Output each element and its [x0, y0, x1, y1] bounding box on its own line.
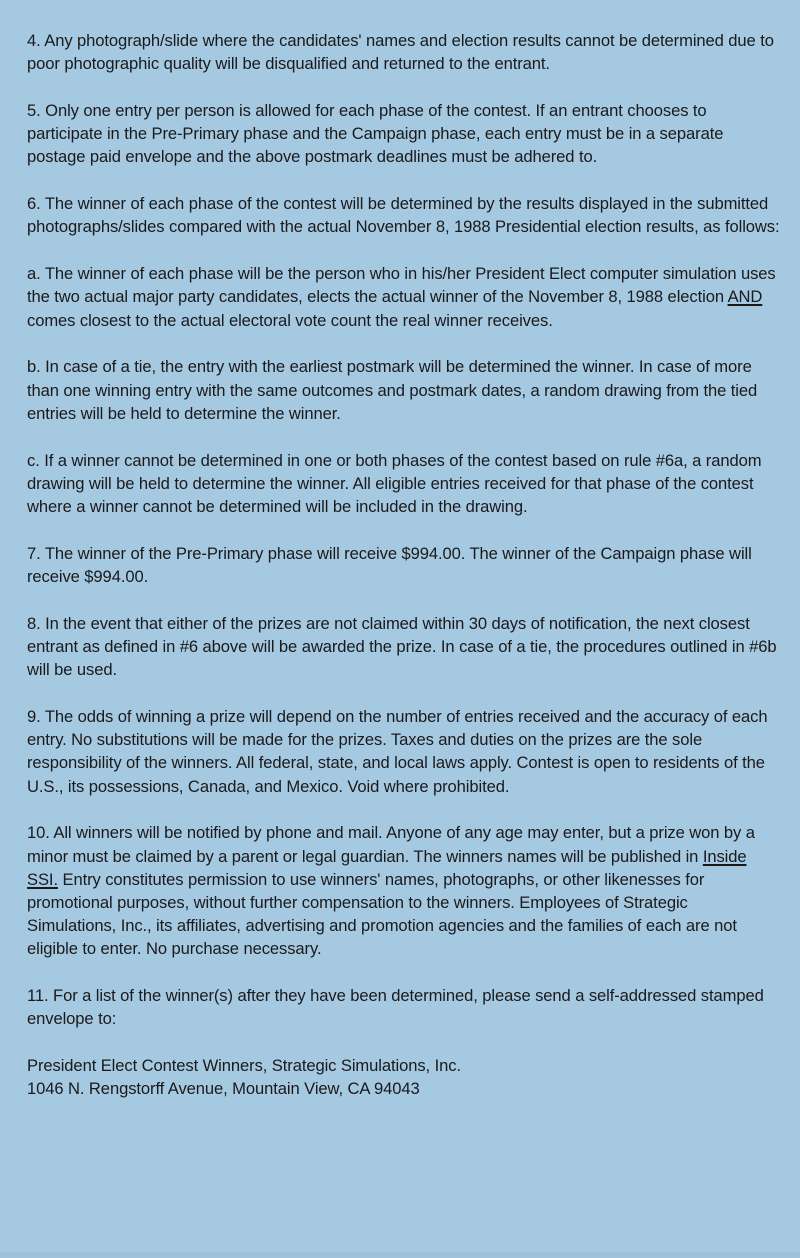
inside-ssi-publication-title: Inside SSI.	[27, 846, 747, 889]
address-line-1: President Elect Contest Winners, Strategic Simulations, Inc.	[27, 1056, 461, 1076]
rule-9-paragraph: 9. The odds of winning a prize will depend on the number of entries received and the accuracy of each entry. No substitutions will be made for the prizes. Taxes and duties on the prizes are the sole responsibility of the winners. All federal, state, and local laws apply. Contest is open to residents of the U.S., its possessions, Canada, and Mexico. Void where prohibited.	[27, 707, 768, 796]
rule-6a-and-emphasis: AND	[727, 287, 763, 307]
mailing-address	[27, 1054, 780, 1100]
rule-6-paragraph: 6. The winner of each phase of the contest will be determined by the results displayed in the submitted photographs/slides compared with the actual November 8, 1988 Presidential election results, as follows:	[27, 194, 780, 237]
rule-11-paragraph: 11. For a list of the winner(s) after they have been determined, please send a self-addressed stamped envelope to:	[27, 986, 764, 1029]
rule-6b-paragraph: b. In case of a tie, the entry with the earliest postmark will be determined the winner. In case of more than one winning entry with the same outcomes and postmark dates, a random drawing from the tied entries will be held to determine the winner.	[27, 357, 758, 423]
rule-5-paragraph: 5. Only one entry per person is allowed for each phase of the contest. If an entrant chooses to participate in the Pre-Primary phase and the Campaign phase, each entry must be in a separate postage paid envelope and the above postmark deadlines must be adhered to.	[27, 101, 724, 167]
rule-6a-paragraph	[27, 262, 780, 332]
rule-6c-paragraph: c. If a winner cannot be determined in one or both phases of the contest based on rule #6a, a random drawing will be held to determine the winner. All eligible entries received for that phase of the contest where a winner cannot be determined will be included in the drawing.	[27, 450, 762, 517]
rule-7-paragraph: 7. The winner of the Pre-Primary phase will receive $994.00. The winner of the Campaign phase will receive $994.00.	[27, 543, 752, 587]
rule-10-text-start: 10. All winners will be notified by phone and mail. Anyone of any age may enter, but a prize won by a minor must be claimed by a parent or legal guardian. The winners names will be published in	[27, 823, 755, 866]
address-line-2: 1046 N. Rengstorff Avenue, Mountain View, CA 94043	[27, 1079, 420, 1099]
rule-4-paragraph: 4. Any photograph/slide where the candidates' names and election results cannot be determined due to poor photographic quality will be disqualified and returned to the entrant.	[27, 31, 774, 74]
rule-10-paragraph	[27, 821, 780, 960]
rule-10-text-end: Entry constitutes permission to use winners' names, photographs, or other likenesses for promotional purposes, without further compensation to the winners. Employees of Strategic Simulations, Inc., its affiliates, advertising and promotion agencies and the families of each are not eligible to enter. No purchase necessary.	[27, 869, 737, 959]
rule-6a-text-end: comes closest to the actual electoral vote count the real winner receives.	[27, 310, 553, 330]
rule-6a-text-start: a. The winner of each phase will be the person who in his/her President Elect computer simulation uses the two actual major party candidates, elects the actual winner of the November 8, 1988 election	[27, 264, 776, 307]
rule-8-paragraph: 8. In the event that either of the prizes are not claimed within 30 days of notification, the next closest entrant as defined in #6 above will be awarded the prize. In case of a tie, the procedures outlined in #6b will be used.	[27, 613, 777, 680]
page-bottom-edge	[0, 1252, 800, 1258]
